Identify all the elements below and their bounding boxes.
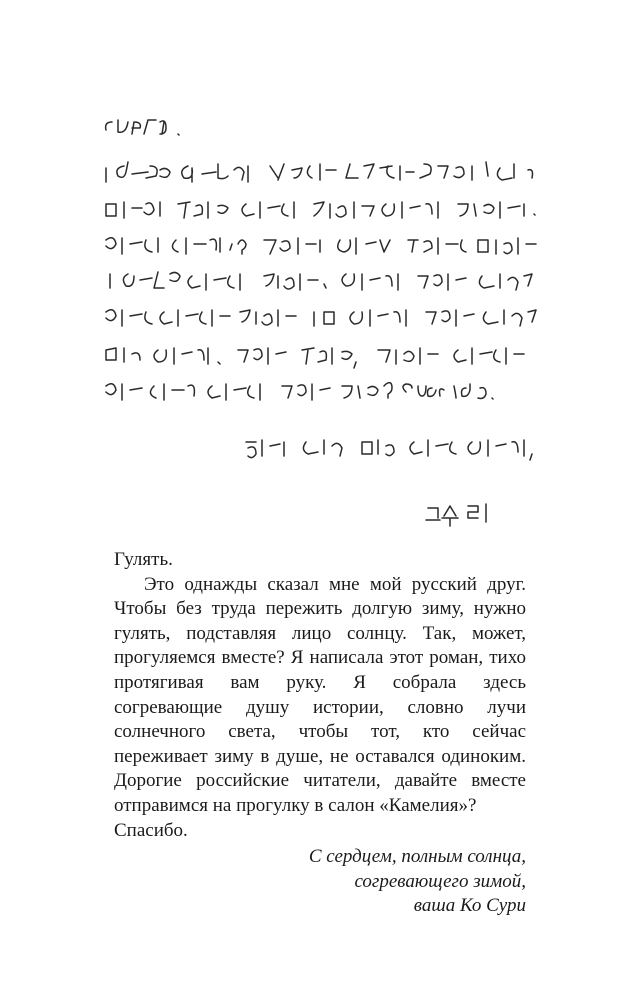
signoff-author: ваша Ко Сури	[413, 895, 526, 917]
handwritten-signature	[426, 504, 486, 526]
handwritten-line	[106, 202, 535, 218]
handwritten-line	[246, 440, 532, 460]
handwritten-line	[106, 383, 493, 400]
greeting: Гулять.	[114, 549, 173, 570]
body-paragraph: Это однажды сказал мне мой русский друг. Чтобы без труда пережить долгую зиму, нужно гулять, подставляя лицо солнцу. Так, может, прогуляемся вместе? Я написала этот роман, тихо протягивая вам руку. Я собрала здесь согревающие душу истории, словно лучи солнечного света, чтобы тот, кто сейчас переживает зиму в душе, не оставался одиноким. Дорогие российские читатели, давайте вместе отправимся на прогулку в салон «Камелия»?	[114, 573, 526, 816]
handwritten-line	[106, 238, 536, 254]
signoff	[114, 845, 526, 919]
signoff-line: С сердцем, полным солнца,	[308, 846, 526, 868]
handwritten-note-image	[88, 100, 548, 530]
printed-text	[114, 548, 526, 919]
thanks: Спасибо.	[114, 819, 188, 841]
handwritten-note	[88, 100, 548, 530]
handwritten-line	[106, 348, 524, 368]
signoff-line: согревающего зимой,	[354, 870, 526, 892]
handwritten-line	[110, 272, 532, 290]
handwritten-line	[106, 120, 179, 135]
handwritten-line	[106, 310, 536, 326]
handwritten-line	[106, 162, 533, 182]
